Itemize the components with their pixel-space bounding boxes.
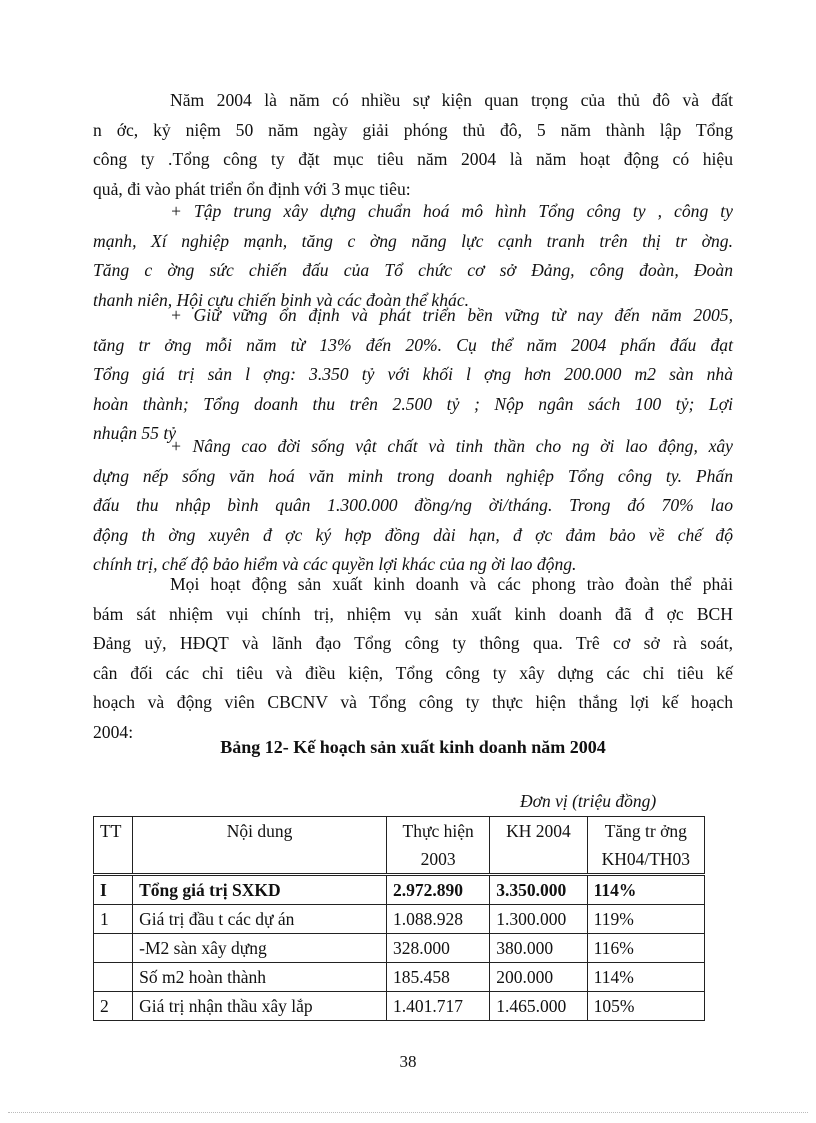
paragraph-line: thanh niên, Hội cựu chiến binh và các đoàn thể khác. — [93, 289, 470, 310]
header-actual-2003 — [386, 817, 489, 875]
table-row — [94, 963, 705, 992]
cell-growth: 105% — [587, 992, 704, 1021]
cell-tt: 2 — [94, 992, 133, 1021]
cell-content: Giá trị nhận thầu xây lắp — [133, 992, 387, 1021]
paragraph-line: đấu thu nhập bình quân 1.300.000 đồng/ng ời/tháng. Trong đó 70% lao — [93, 495, 733, 516]
goal-two-paragraph — [93, 301, 733, 449]
cell-tt — [94, 963, 133, 992]
cell-plan-2004: 3.350.000 — [490, 875, 587, 905]
header-actual-2003-line1: Thực hiện — [402, 821, 474, 841]
cell-content: -M2 sàn xây dựng — [133, 934, 387, 963]
cell-tt: I — [94, 875, 133, 905]
paragraph-line: Đảng uỷ, HĐQT và lãnh đạo Tổng công ty thông qua. Trê cơ sở rà soát, — [93, 633, 733, 654]
unit-note: Đơn vị (triệu đồng) — [520, 791, 657, 811]
header-growth — [587, 817, 704, 875]
cell-growth: 114% — [587, 875, 704, 905]
cell-actual-2003: 1.401.717 — [386, 992, 489, 1021]
header-actual-2003-line2: 2003 — [420, 849, 456, 869]
cell-tt: 1 — [94, 905, 133, 934]
table-body — [94, 875, 705, 1021]
intro-paragraph — [93, 86, 733, 204]
header-growth-line2: KH04/TH03 — [601, 849, 691, 869]
cell-growth: 116% — [587, 934, 704, 963]
paragraph-line: 2004: — [93, 721, 134, 742]
cell-actual-2003: 185.458 — [386, 963, 489, 992]
cell-plan-2004: 380.000 — [490, 934, 587, 963]
paragraph-line: Mọi hoạt động sản xuất kinh doanh và các phong trào đoàn thể phải — [170, 574, 733, 594]
paragraph-line: chính trị, chế độ bảo hiểm và các quyền lợi khác của ng ời lao động. — [93, 554, 577, 575]
header-content: Nội dung — [133, 817, 387, 875]
table-header — [94, 817, 705, 875]
paragraph-line: hoạch và động viên CBCNV và Tổng công ty thực hiện thắng lợi kế hoạch — [93, 692, 733, 713]
paragraph-line: công ty .Tổng công ty đặt mục tiêu năm 2004 là năm hoạt động có hiệu — [93, 149, 733, 170]
paragraph-line: tăng tr ởng mỗi năm từ 13% đến 20%. Cụ thể năm 2004 phấn đấu đạt — [93, 334, 733, 355]
cell-plan-2004: 1.465.000 — [490, 992, 587, 1021]
paragraph-line: nhuận 55 tỷ — [93, 423, 177, 444]
header-plan-2004: KH 2004 — [490, 817, 587, 875]
cell-actual-2003: 1.088.928 — [386, 905, 489, 934]
cell-actual-2003: 328.000 — [386, 934, 489, 963]
paragraph-line: + Nâng cao đời sống vật chất và tinh thần cho ng ời lao động, xây — [170, 436, 733, 456]
paragraph-line: mạnh, Xí nghiệp mạnh, tăng c ờng năng lực cạnh tranh trên thị tr ờng. — [93, 230, 733, 251]
cell-actual-2003: 2.972.890 — [386, 875, 489, 905]
header-growth-line1: Tăng tr ởng — [604, 821, 687, 841]
cell-plan-2004: 1.300.000 — [490, 905, 587, 934]
paragraph-line: + Giữ vững ổn định và phát triển bền vững từ nay đến năm 2005, — [170, 305, 733, 325]
paragraph-line: n ớc, kỷ niệm 50 năm ngày giải phóng thủ đô, 5 năm thành lập Tổng — [93, 119, 733, 140]
paragraph-line: hoàn thành; Tổng doanh thu trên 2.500 tỷ ; Nộp ngân sách 100 tỷ; Lợi — [93, 393, 733, 414]
table-row — [94, 934, 705, 963]
table-row — [94, 905, 705, 934]
paragraph-line: dựng nếp sống văn hoá văn minh trong doanh nghiệp Tổng công ty. Phấn — [93, 465, 733, 486]
paragraph-line: Tăng c ờng sức chiến đấu của Tổ chức cơ sở Đảng, công đoàn, Đoàn — [93, 260, 733, 281]
bottom-divider — [8, 1112, 808, 1113]
cell-content: Giá trị đầu t các dự án — [133, 905, 387, 934]
paragraph-line: động th ờng xuyên đ ợc ký hợp đồng dài hạn, đ ợc đảm bảo về chế độ — [93, 524, 733, 545]
paragraph-line: + Tập trung xây dựng chuẩn hoá mô hình Tổng công ty , công ty — [170, 201, 733, 221]
paragraph-line: Tổng giá trị sản l ợng: 3.350 tỷ với khối l ợng hơn 200.000 m2 sàn nhà — [93, 364, 733, 385]
cell-plan-2004: 200.000 — [490, 963, 587, 992]
cell-growth: 119% — [587, 905, 704, 934]
cell-growth: 114% — [587, 963, 704, 992]
cell-content: Số m2 hoàn thành — [133, 963, 387, 992]
paragraph-line: quả, đi vào phát triển ổn định với 3 mục tiêu: — [93, 178, 411, 199]
goal-one-paragraph — [93, 197, 733, 315]
header-row — [94, 817, 705, 875]
cell-tt — [94, 934, 133, 963]
table-row — [94, 875, 705, 905]
header-tt: TT — [94, 817, 133, 875]
table-caption: Bảng 12- Kế hoạch sản xuất kinh doanh năm 2004 — [220, 737, 606, 757]
paragraph-line: bám sát nhiệm vụi chính trị, nhiệm vụ sản xuất kinh doanh đã đ ợc BCH — [93, 603, 733, 624]
goal-three-paragraph — [93, 432, 733, 580]
closing-paragraph — [93, 570, 733, 748]
cell-content: Tổng giá trị SXKD — [133, 875, 387, 905]
table-row — [94, 992, 705, 1021]
page-number: 38 — [399, 1052, 417, 1071]
business-plan-table — [93, 816, 705, 1021]
paragraph-line: cân đối các chỉ tiêu và điều kiện, Tổng công ty xây dựng các chỉ tiêu kế — [93, 662, 733, 683]
paragraph-line: Năm 2004 là năm có nhiều sự kiện quan trọng của thủ đô và đất — [170, 90, 733, 110]
